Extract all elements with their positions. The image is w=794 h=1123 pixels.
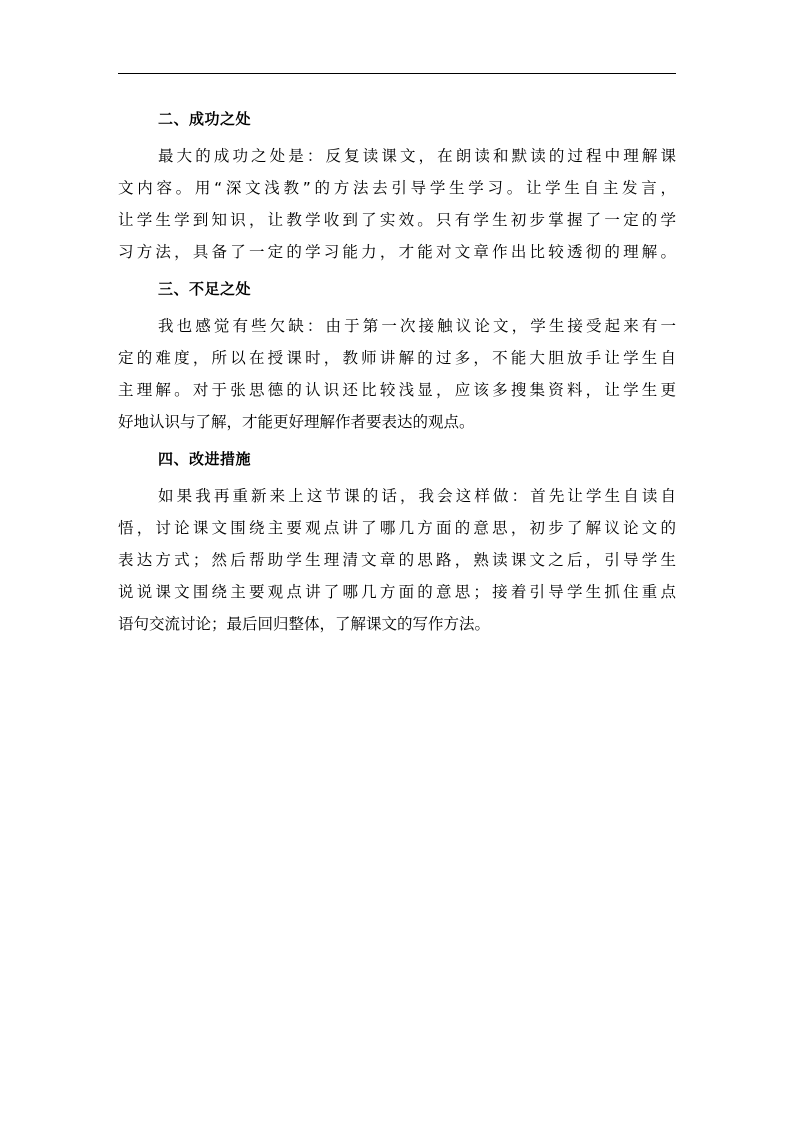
document-body [118, 103, 676, 640]
paragraph-line: 语句交流讨论；最后回归整体，了解课文的写作方法。 [118, 615, 491, 633]
paragraph-line: 我也感觉有些欠缺：由于第一次接触议论文，学生接受起来有一 [158, 317, 676, 335]
section-improvements [118, 443, 676, 640]
paragraph-line: 习方法，具备了一定的学习能力，才能对文章作出比较透彻的理解。 [118, 243, 676, 261]
paragraph-line: 最大的成功之处是：反复读课文，在朗读和默读的过程中理解课 [158, 147, 676, 165]
paragraph-line: 说说课文围绕主要观点讲了哪几方面的意思；接着引导学生抓住重点 [118, 583, 676, 601]
section-shortcomings [118, 273, 676, 443]
paragraph-line: 好地认识与了解，才能更好理解作者要表达的观点。 [118, 413, 475, 431]
paragraph-line: 定的难度，所以在授课时，教师讲解的过多，不能大胆放手让学生自 [118, 349, 676, 367]
section-heading: 二、成功之处 [158, 110, 252, 128]
paragraph [118, 480, 676, 640]
paragraph-line: 让学生学到知识，让教学收到了实效。只有学生初步掌握了一定的学 [118, 211, 676, 229]
section-heading: 三、不足之处 [158, 280, 252, 298]
paragraph-line: 文内容。用“深文浅教”的方法去引导学生学习。让学生自主发言， [118, 179, 676, 197]
paragraph [118, 310, 676, 438]
paragraph [118, 140, 676, 268]
paragraph-line: 悟，讨论课文围绕主要观点讲了哪几方面的意思，初步了解议论文的 [118, 519, 676, 537]
paragraph-line: 如果我再重新来上这节课的话，我会这样做：首先让学生自读自 [158, 487, 676, 505]
section-success [118, 103, 676, 273]
header-rule [118, 73, 676, 74]
paragraph-line: 表达方式；然后帮助学生理清文章的思路，熟读课文之后，引导学生 [118, 551, 676, 569]
section-heading: 四、改进措施 [158, 450, 252, 468]
paragraph-line: 主理解。对于张思德的认识还比较浅显，应该多搜集资料，让学生更 [118, 381, 676, 399]
